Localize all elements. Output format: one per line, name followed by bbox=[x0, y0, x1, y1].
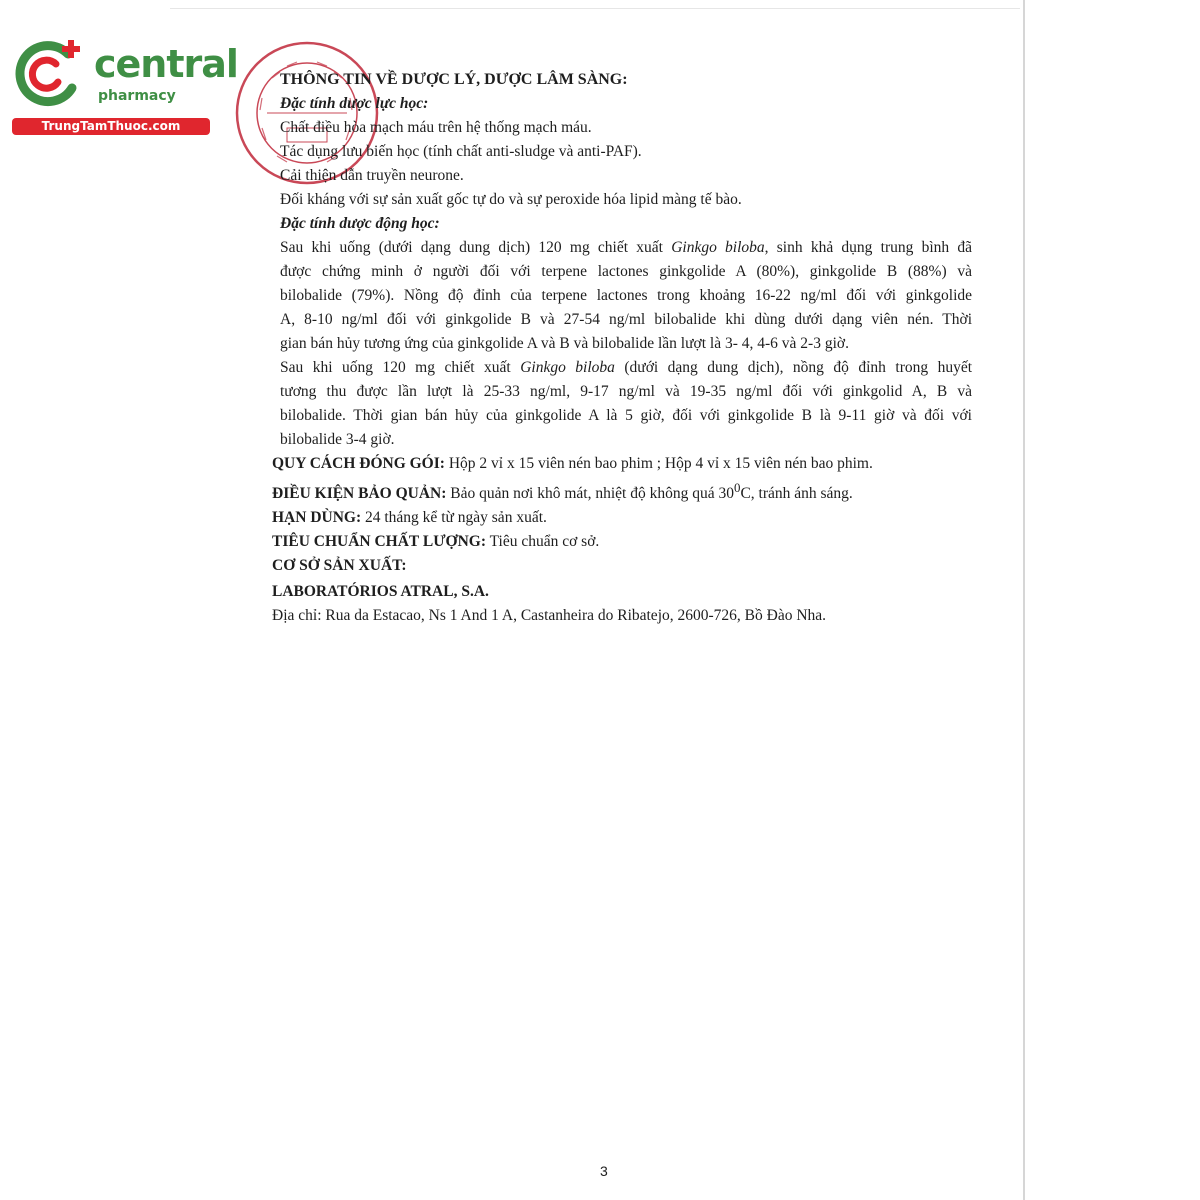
standard-row bbox=[272, 530, 972, 554]
species-name: Ginkgo biloba bbox=[520, 359, 615, 376]
pharmacokinetics-heading: Đặc tính dược động học: bbox=[280, 215, 440, 232]
logo-subtitle: pharmacy bbox=[98, 88, 176, 104]
pharmacokinetics-p1-line: A, 8-10 ng/ml đối với ginkgolide B và 27-54 ng/ml bilobalide khi dùng dưới dạng viên nén. Thời bbox=[280, 311, 972, 328]
manufacturer-address: Địa chỉ: Rua da Estacao, Ns 1 And 1 A, Castanheira do Ribatejo, 2600-726, Bồ Đào Nha. bbox=[272, 607, 827, 625]
pharmacokinetics-p2-line: bilobalide. Thời gian bán hủy của ginkgolide A là 5 giờ, đối với ginkgolide B là 9-11 giờ và đối với bbox=[280, 407, 972, 424]
pharmacodynamics-item: Chất điều hòa mạch máu trên hệ thống mạch máu. bbox=[280, 119, 592, 136]
pharmacokinetics-p2-line: tương thu được lần lượt là 25-33 ng/ml, 9-17 ng/ml và 19-35 ng/ml đối với ginkgolid A, B và bbox=[280, 383, 972, 400]
central-pharmacy-logo bbox=[10, 38, 238, 138]
storage-label: ĐIỀU KIỆN BẢO QUẢN: bbox=[272, 485, 447, 503]
shelf-life-value: 24 tháng kể từ ngày sản xuất. bbox=[361, 509, 547, 527]
central-pharmacy-logo-icon bbox=[10, 38, 88, 110]
standard-value: Tiêu chuẩn cơ sở. bbox=[486, 533, 600, 551]
pharmacokinetics-p1-line: được chứng minh ở người đối với terpene lactones ginkgolide A (80%), ginkgolide B (88%) và bbox=[280, 263, 972, 280]
section-title: THÔNG TIN VỀ DƯỢC LÝ, DƯỢC LÂM SÀNG: bbox=[280, 71, 628, 88]
logo-brand-name: central bbox=[94, 42, 238, 86]
storage-row: ĐIỀU KIỆN BẢO QUẢN: Bảo quản nơi khô mát, nhiệt độ không quá $30^0C$, tránh ánh sáng. bbox=[272, 480, 853, 503]
page-top-edge bbox=[170, 8, 1020, 9]
pharmacokinetics-p2-line: Sau khi uống 120 mg chiết xuất Ginkgo biloba (dưới dạng dung dịch), nồng độ đỉnh trong huyết bbox=[280, 359, 973, 376]
pharmacodynamics-heading: Đặc tính dược lực học: bbox=[280, 95, 429, 112]
manufacturer-company: LABORATÓRIOS ATRAL, S.A. bbox=[272, 583, 489, 601]
manufacturer-label: CƠ SỞ SẢN XUẤT: bbox=[272, 557, 407, 575]
standard-label: TIÊU CHUẨN CHẤT LƯỢNG: bbox=[272, 533, 487, 551]
pharmacokinetics-p1-line: bilobalide (79%). Nồng độ đỉnh của terpene lactones trong khoảng 16-22 ng/ml đối với ginkgolide bbox=[280, 287, 972, 304]
shelf-life-label: HẠN DÙNG: bbox=[272, 509, 362, 527]
pharmacokinetics-p2-line: bilobalide 3-4 giờ. bbox=[280, 431, 395, 448]
packaging-label: QUY CÁCH ĐÓNG GÓI: bbox=[272, 455, 445, 472]
logo-site-banner: TrungTamThuoc.com bbox=[12, 118, 210, 135]
storage-value: Bảo quản nơi khô mát, nhiệt độ không quá 30 bbox=[446, 485, 734, 503]
pharmacodynamics-item: Tác dụng lưu biến học (tính chất anti-sludge và anti-PAF). bbox=[280, 143, 642, 160]
pharmacodynamics-item: Cải thiện dẫn truyền neurone. bbox=[280, 167, 464, 184]
pharmacodynamics-item: Đối kháng với sự sản xuất gốc tự do và sự peroxide hóa lipid màng tế bào. bbox=[280, 191, 742, 208]
packaging-value: Hộp 2 vỉ x 15 viên nén bao phim ; Hộp 4 vỉ x 15 viên nén bao phim. bbox=[444, 455, 873, 472]
page-right-edge bbox=[1023, 0, 1025, 1200]
shelf-life-row bbox=[272, 506, 972, 530]
packaging-row bbox=[272, 452, 972, 476]
pharmacokinetics-p1-line: Sau khi uống (dưới dạng dung dịch) 120 mg chiết xuất Ginkgo biloba, sinh khả dụng trung bình đã bbox=[280, 239, 972, 256]
page-number: 3 bbox=[600, 1163, 608, 1179]
document-body bbox=[272, 68, 972, 628]
species-name: Ginkgo biloba bbox=[671, 239, 765, 256]
pharmacokinetics-p1-line: gian bán hủy tương ứng của ginkgolide A và B và bilobalide lần lượt là 3- 4, 4-6 và 2-3 giờ. bbox=[280, 335, 849, 352]
